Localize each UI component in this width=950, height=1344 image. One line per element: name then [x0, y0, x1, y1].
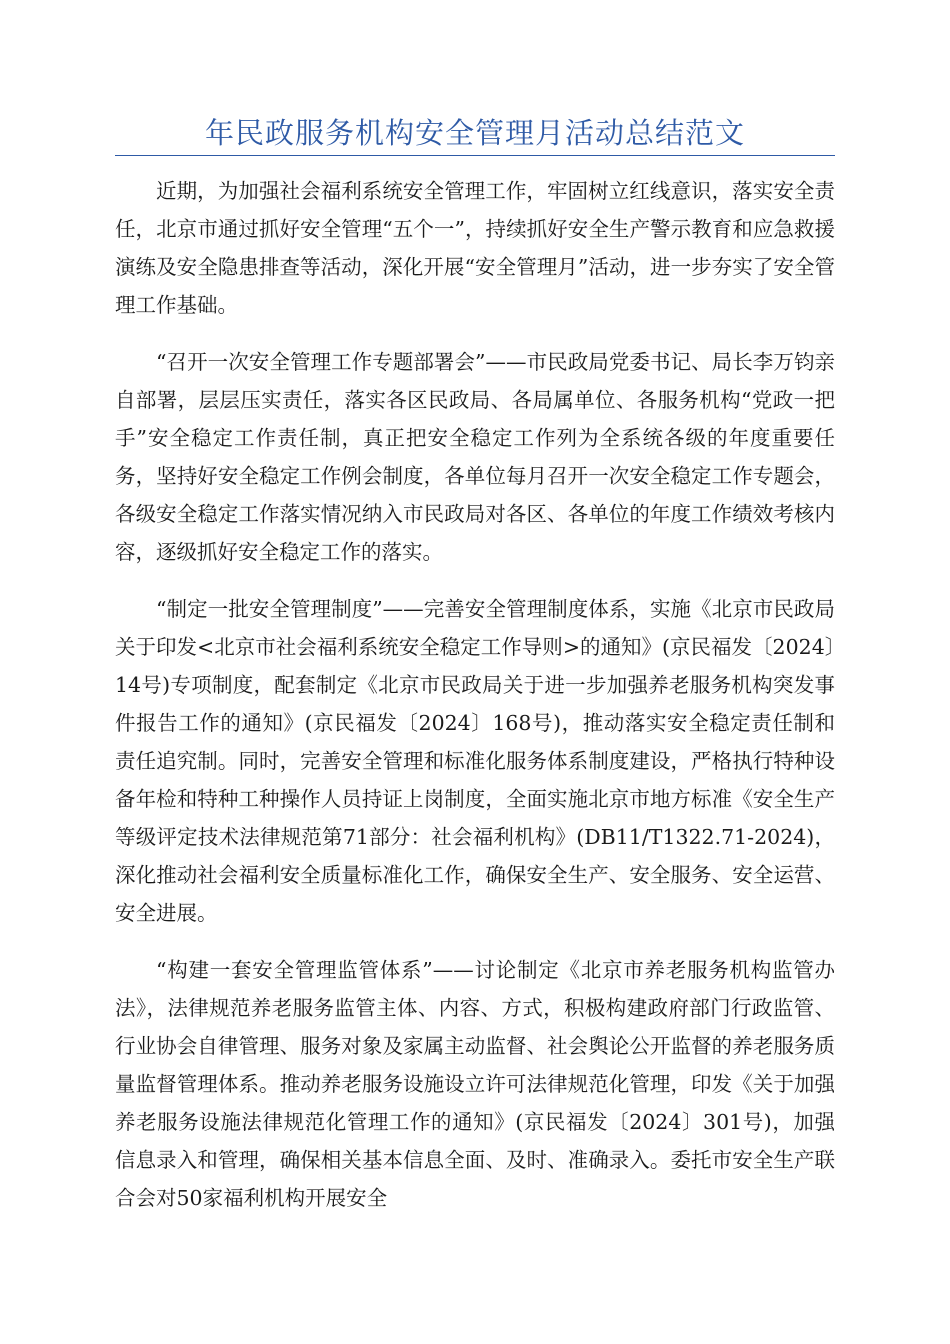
paragraph-deployment-meeting: “召开一次安全管理工作专题部署会”——市民政局党委书记、局长李万钧亲自部署，层层压实责任，落实各区民政局、各局属单位、各服务机构“党政一把手”安全稳定工作责任制，真正把安全稳定工作列为全系统各级的年度重要任务，坚持好安全稳定工作例会制度，各单位每月召开一次安全稳定工作专题会，各级安全稳定工作落实情况纳入市民政局对各区、各单位的年度工作绩效考核内容，逐级抓好安全稳定工作的落实。	[115, 350, 835, 564]
document-body	[115, 172, 835, 1236]
paragraph-intro: 近期，为加强社会福利系统安全管理工作，牢固树立红线意识，落实安全责任，北京市通过抓好安全管理“五个一”，持续抓好安全生产警示教育和应急救援演练及安全隐患排查等活动，深化开展“安全管理月”活动，进一步夯实了安全管理工作基础。	[115, 179, 835, 317]
paragraph-supervision-system: “构建一套安全管理监管体系”——讨论制定《北京市养老服务机构监管办法》，法律规范养老服务监管主体、内容、方式，积极构建政府部门行政监管、行业协会自律管理、服务对象及家属主动监督、社会舆论公开监督的养老服务质量监督管理体系。推动养老服务设施设立许可法律规范化管理，印发《关于加强养老服务设施法律规范化管理工作的通知》(京民福发〔2024〕301号)，加强信息录入和管理，确保相关基本信息全面、及时、准确录入。委托市安全生产联合会对50家福利机构开展安全	[115, 958, 835, 1210]
paragraph-management-rules: “制定一批安全管理制度”——完善安全管理制度体系，实施《北京市民政局关于印发<北京市社会福利系统安全稳定工作导则>的通知》(京民福发〔2024〕14号)专项制度，配套制定《北京市民政局关于进一步加强养老服务机构突发事件报告工作的通知》(京民福发〔2024〕168号)，推动落实安全稳定责任制和责任追究制。同时，完善安全管理和标准化服务体系制度建设，严格执行特种设备年检和特种工种操作人员持证上岗制度，全面实施北京市地方标准《安全生产等级评定技术法律规范第71部分：社会福利机构》(DB11/T1322.71-2024)，深化推动社会福利安全质量标准化工作，确保安全生产、安全服务、安全运营、安全进展。	[115, 597, 835, 925]
document-title: 年民政服务机构安全管理月活动总结范文	[204, 116, 745, 150]
title-underline	[115, 155, 835, 156]
